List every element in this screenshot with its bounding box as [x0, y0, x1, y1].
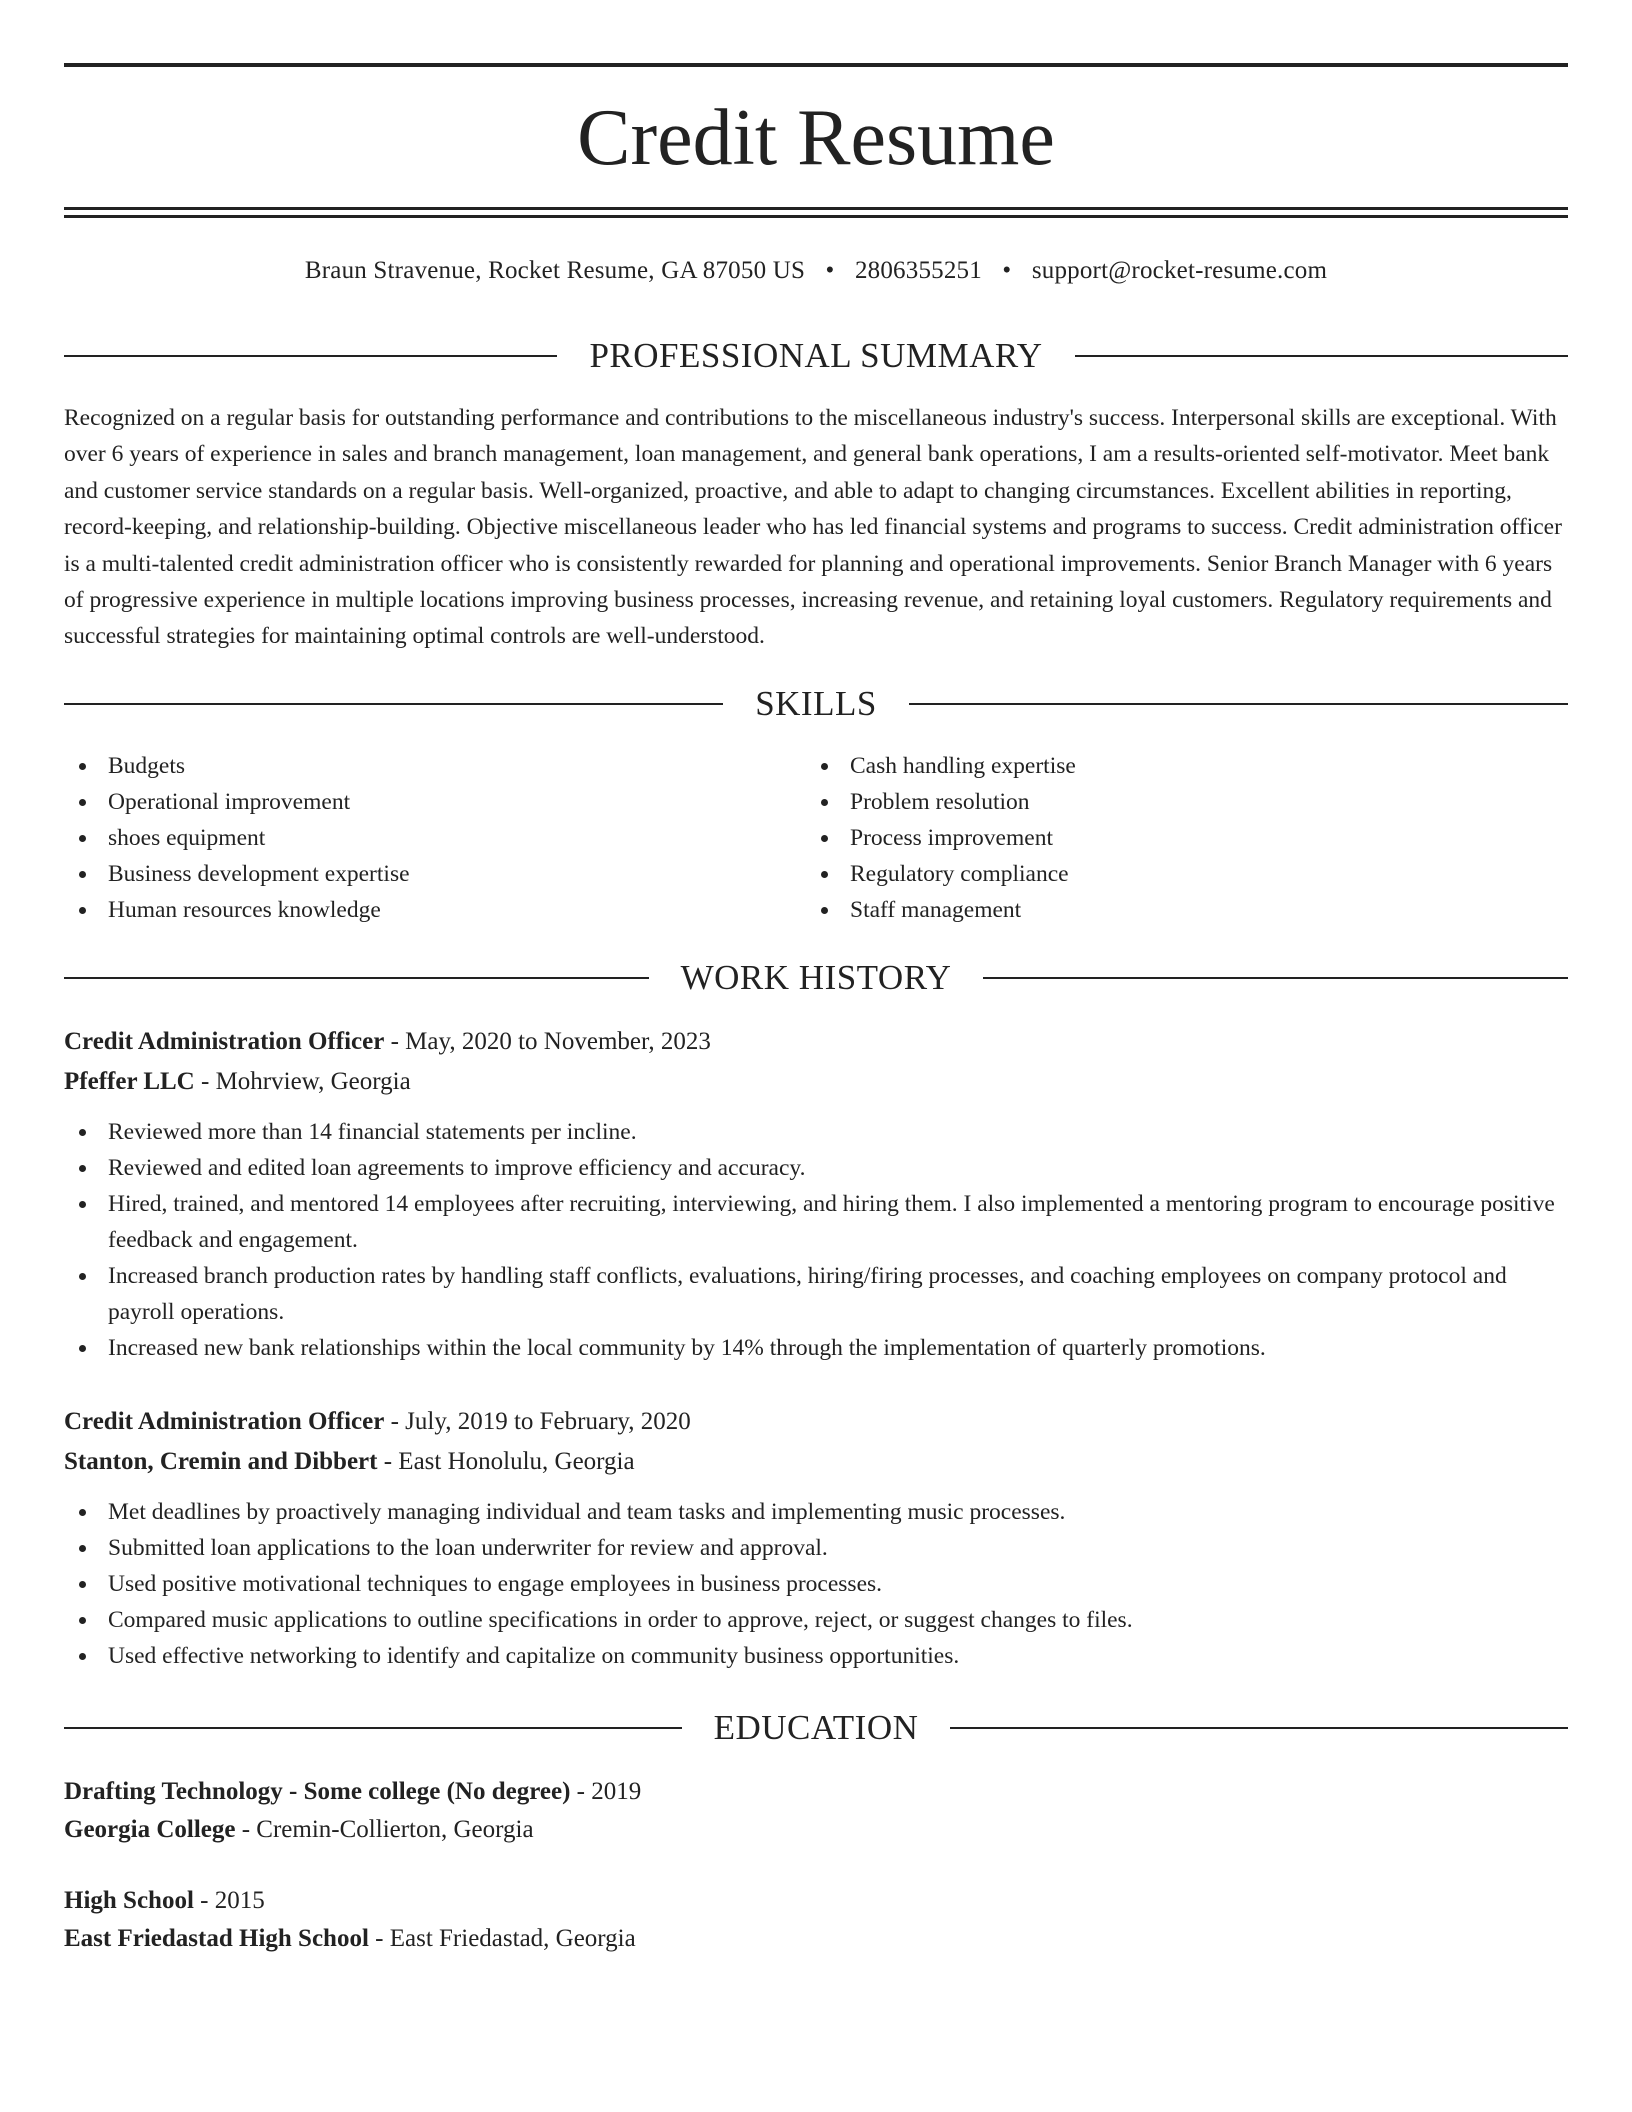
education-location: - Cremin-Collierton, Georgia — [235, 1816, 534, 1843]
heading-rule — [950, 1727, 1568, 1729]
job-title-line — [64, 1402, 1568, 1442]
job-duty: Used positive motivational techniques to engage employees in business processes. — [64, 1566, 1568, 1602]
title-rule-lower — [64, 215, 1568, 218]
job-duty: Reviewed more than 14 financial statements per incline. — [64, 1114, 1568, 1150]
heading-rule — [64, 977, 649, 979]
education-school: East Friedastad High School — [64, 1925, 369, 1952]
job-duty: Reviewed and edited loan agreements to improve efficiency and accuracy. — [64, 1150, 1568, 1186]
section-heading-summary — [64, 334, 1568, 378]
summary-text: Recognized on a regular basis for outstanding performance and contributions to the miscellaneous industry's success. Interpersonal skills are exceptional. With over 6 years of experience in sales and branch management, loan management, and general bank operations, I am a results-oriented self-motivator. Meet bank and customer service standards on a regular basis. Well-organized, proactive, and able to adapt to changing circumstances. Excellent abilities in reporting, record-keeping, and relationship-building. Objective miscellaneous leader who has led financial systems and programs to success. Credit administration officer is a multi-talented credit administration officer who is consistently rewarded for planning and operational improvements. Senior Branch Manager with 6 years of progressive experience in multiple locations improving business processes, increasing revenue, and retaining loyal customers. Regulatory requirements and successful strategies for maintaining optimal controls are well-understood. — [64, 405, 1562, 650]
job-location: - East Honolulu, Georgia — [377, 1448, 635, 1475]
heading-label: WORK HISTORY — [680, 958, 952, 997]
skill-item: Business development expertise — [64, 856, 804, 892]
education-degree: Drafting Technology - Some college (No degree) — [64, 1778, 571, 1805]
skill-item: Regulatory compliance — [806, 856, 1546, 892]
education-entry — [64, 1882, 1568, 1958]
job-duty: Used effective networking to identify and capitalize on community business opportunities. — [64, 1638, 1568, 1674]
skill-item: Human resources knowledge — [64, 892, 804, 928]
education-year: - 2019 — [570, 1778, 642, 1805]
job-duty: Met deadlines by proactively managing individual and team tasks and implementing music processes. — [64, 1494, 1568, 1530]
skill-item: Cash handling expertise — [806, 748, 1546, 784]
skills-list-left — [64, 748, 804, 928]
job-duty: Increased new bank relationships within the local community by 14% through the implementation of quarterly promotions. — [64, 1330, 1568, 1366]
heading-rule — [64, 703, 723, 705]
title-rule-upper — [64, 207, 1568, 210]
skill-item: Process improvement — [806, 820, 1546, 856]
education-degree-line — [64, 1773, 1568, 1811]
heading-rule — [64, 355, 557, 357]
section-heading-work — [64, 956, 1568, 1000]
skill-item: Problem resolution — [806, 784, 1546, 820]
job-entry — [64, 1402, 1568, 1674]
job-duty: Hired, trained, and mentored 14 employees after recruiting, interviewing, and hiring them. I also implemented a mentoring program to encourage positive feedback and engagement. — [64, 1186, 1568, 1258]
job-title: Credit Administration Officer — [64, 1408, 385, 1435]
education-school: Georgia College — [64, 1816, 236, 1843]
education-degree-line — [64, 1882, 1568, 1920]
job-company: Stanton, Cremin and Dibbert — [64, 1448, 378, 1475]
job-company-line — [64, 1442, 1568, 1482]
job-location: - Mohrview, Georgia — [194, 1068, 411, 1095]
heading-rule — [983, 977, 1568, 979]
section-heading-education — [64, 1706, 1568, 1750]
job-title: Credit Administration Officer — [64, 1028, 385, 1055]
heading-rule — [64, 1727, 682, 1729]
skills-list-right — [806, 748, 1546, 928]
skill-item: Staff management — [806, 892, 1546, 928]
section-heading-skills — [64, 682, 1568, 726]
education-entry — [64, 1773, 1568, 1849]
education-school-line — [64, 1920, 1568, 1958]
education-year: - 2015 — [193, 1887, 265, 1914]
heading-label: PROFESSIONAL SUMMARY — [589, 336, 1043, 375]
contact-phone: 2806355251 — [854, 257, 982, 284]
resume-title: Credit Resume — [577, 94, 1055, 182]
top-rule — [64, 63, 1568, 67]
heading-rule — [909, 703, 1568, 705]
skill-item: Operational improvement — [64, 784, 804, 820]
job-duties-list — [64, 1114, 1568, 1366]
job-company-line — [64, 1062, 1568, 1102]
skill-item: Budgets — [64, 748, 804, 784]
contact-line — [64, 254, 1568, 288]
job-title-line — [64, 1022, 1568, 1062]
contact-email: support@rocket-resume.com — [1031, 257, 1328, 284]
job-duty: Increased branch production rates by handling staff conflicts, evaluations, hiring/firing processes, and coaching employees on company protocol and payroll operations. — [64, 1258, 1568, 1330]
education-degree: High School — [64, 1887, 194, 1914]
skill-item: shoes equipment — [64, 820, 804, 856]
contact-separator: • — [1002, 257, 1012, 284]
education-school-line — [64, 1811, 1568, 1849]
heading-label: EDUCATION — [713, 1708, 919, 1747]
job-dates: - May, 2020 to November, 2023 — [384, 1028, 711, 1055]
heading-rule — [1075, 355, 1568, 357]
job-duty: Submitted loan applications to the loan underwriter for review and approval. — [64, 1530, 1568, 1566]
heading-label: SKILLS — [755, 684, 877, 723]
job-dates: - July, 2019 to February, 2020 — [384, 1408, 691, 1435]
contact-separator: • — [825, 257, 835, 284]
job-entry — [64, 1022, 1568, 1366]
job-company: Pfeffer LLC — [64, 1068, 195, 1095]
job-duty: Compared music applications to outline specifications in order to approve, reject, or suggest changes to files. — [64, 1602, 1568, 1638]
education-location: - East Friedastad, Georgia — [368, 1925, 636, 1952]
job-duties-list — [64, 1494, 1568, 1674]
contact-address: Braun Stravenue, Rocket Resume, GA 87050 US — [304, 257, 806, 284]
